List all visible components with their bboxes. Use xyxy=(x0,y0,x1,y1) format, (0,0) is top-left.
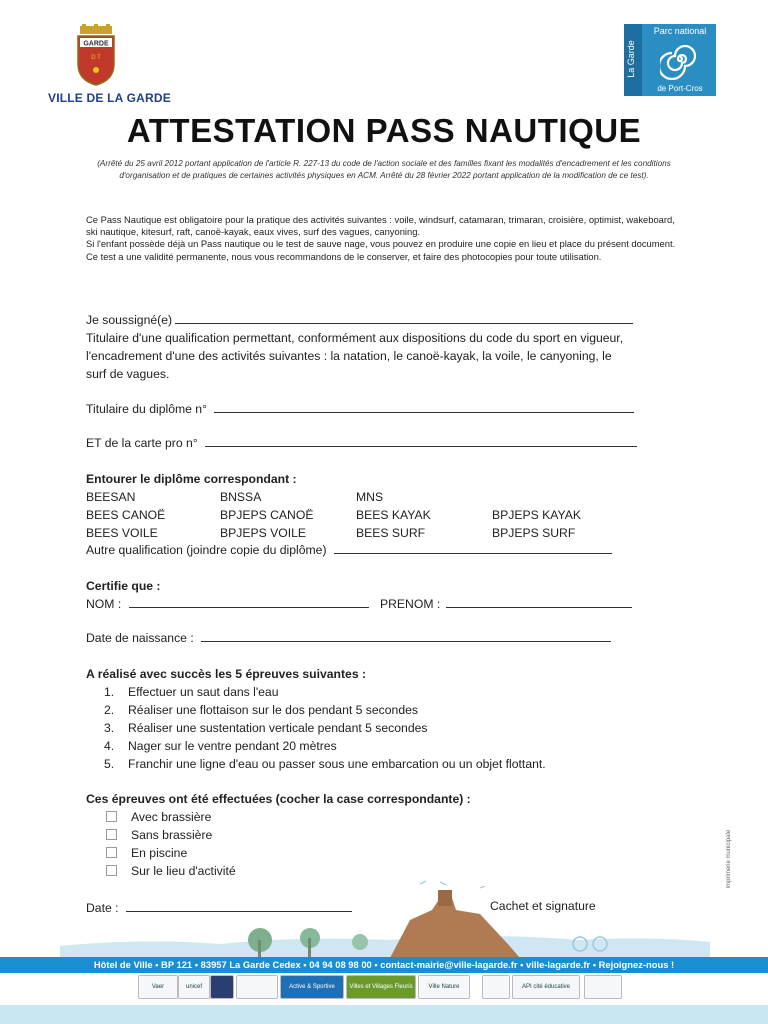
list-item: 1. Effectuer un saut dans l'eau xyxy=(104,685,279,699)
option-row[interactable]: Sans brassière xyxy=(106,826,406,844)
effectuees-heading: Ces épreuves ont été effectuées (cocher la case correspondante) : xyxy=(86,792,471,806)
town-name: VILLE DE LA GARDE xyxy=(48,91,171,105)
options-list xyxy=(106,808,406,880)
intro-paragraph: Si l'enfant possède déjà un Pass nautique ou le test de sauve nage, vous pouvez en produire une copie en lieu et place du présent document. xyxy=(86,238,676,250)
nom-field[interactable] xyxy=(129,596,369,608)
diplome-option[interactable]: BNSSA xyxy=(220,490,262,504)
bottom-strip xyxy=(0,1005,768,1024)
list-item: 5. Franchir une ligne d'eau ou passer sous une embarcation ou un objet flottant. xyxy=(104,757,546,771)
partner-logo: unicef xyxy=(178,975,210,999)
partner-logo: API cité éducative xyxy=(512,975,580,999)
diplome-row xyxy=(86,400,686,418)
partner-logo: Villes et Villages Fleuris xyxy=(346,975,416,999)
soussigne-row xyxy=(86,311,686,329)
diplome-option[interactable]: BEES SURF xyxy=(356,526,426,540)
checkbox[interactable] xyxy=(106,829,117,840)
epreuves-list xyxy=(104,683,624,773)
intro-text xyxy=(86,214,686,263)
soussigne-label: Je soussigné(e) xyxy=(86,313,173,327)
diplome-option[interactable]: BPJEPS CANOË xyxy=(220,508,314,522)
diplome-option[interactable]: MNS xyxy=(356,490,384,504)
list-item: 2. Réaliser une flottaison sur le dos pendant 5 secondes xyxy=(104,703,418,717)
diplome-option[interactable]: BEESAN xyxy=(86,490,136,504)
carte-row xyxy=(86,434,686,452)
partner-logo: Ville Nature xyxy=(418,975,470,999)
diplome-option[interactable]: BPJEPS KAYAK xyxy=(492,508,581,522)
diplome-option[interactable]: BEES KAYAK xyxy=(356,508,431,522)
svg-text:GARDE: GARDE xyxy=(83,40,109,48)
intro-paragraph: Ce Pass Nautique est obligatoire pour la pratique des activités suivantes : voile, windsurf, catamaran, trimaran, croisière, optimist, wakeboard, ski nautique, kitesurf, raft, canoë-kayak, eaux vives, surf des vagues, canyoning. xyxy=(86,214,675,238)
partner-logo: Vaer xyxy=(138,975,178,999)
prenom-label: PRENOM : xyxy=(380,597,441,611)
diplome-field[interactable] xyxy=(214,401,634,413)
partner-logo xyxy=(210,975,234,999)
autre-row xyxy=(86,541,686,559)
diplome-option[interactable]: BPJEPS SURF xyxy=(492,526,576,540)
certifie-heading: Certifie que : xyxy=(86,579,161,593)
checkbox[interactable] xyxy=(106,847,117,858)
partner-logo: Active & Sportive xyxy=(280,975,344,999)
nom-prenom-row xyxy=(86,595,686,613)
qualification-text: Titulaire d'une qualification permettant, conformément aux dispositions du code du sport en vigueur, l'encadrement d'une des activités suivantes : la natation, le canoë-kayak, la voile, le canyoning, le surf de vagues. xyxy=(86,331,624,381)
spiral-icon xyxy=(660,38,700,80)
diplome-option[interactable]: BPJEPS VOILE xyxy=(220,526,307,540)
footer-contact: Hôtel de Ville • BP 121 • 83957 La Garde Cedex • 04 94 08 98 00 • contact-mairie@ville-lagarde.fr • ville-lagarde.fr • Rejoignez-nous ! xyxy=(93,959,675,970)
nom-label: NOM : xyxy=(86,597,122,611)
cachet-label: Cachet et signature xyxy=(490,899,596,913)
checkbox[interactable] xyxy=(106,865,117,876)
town-crest-logo xyxy=(74,24,118,86)
carte-field[interactable] xyxy=(205,435,637,447)
option-row[interactable]: Sur le lieu d'activité xyxy=(106,862,406,880)
partner-logo xyxy=(236,975,278,999)
naissance-field[interactable] xyxy=(201,630,611,642)
parc-top-label: Parc national xyxy=(653,26,707,36)
parc-side-label: La Garde xyxy=(625,40,636,78)
intro-paragraph: Ce test a une validité permanente, nous vous recommandons de le conserver, et faire des photocopies pour toute utilisation. xyxy=(86,250,602,262)
list-item: 4. Nager sur le ventre pendant 20 mètres xyxy=(104,739,337,753)
option-row[interactable]: Avec brassière xyxy=(106,808,406,826)
svg-text:D T: D T xyxy=(91,55,101,61)
carte-label: ET de la carte pro n° xyxy=(86,436,198,450)
checkbox[interactable] xyxy=(106,811,117,822)
town-scenery-illustration xyxy=(60,880,710,960)
parc-bottom-label: de Port-Cros xyxy=(657,84,703,93)
page-title: ATTESTATION PASS NAUTIQUE xyxy=(126,112,642,149)
partner-logo xyxy=(482,975,510,999)
prenom-field[interactable] xyxy=(446,596,632,608)
legal-reference: (Arrêté du 25 avril 2012 portant application de l'article R. 227-13 du code de l'action sociale et des familles fixant les modalités d'encadrement et les conditions d'organisation et de pratiques de certaines activités physiques en ACM. Arrêté du 28 février 2022 portant application de la modification de ce test). xyxy=(97,159,671,180)
diplome-label: Titulaire du diplôme n° xyxy=(86,402,207,416)
diplome-option[interactable]: BEES VOILE xyxy=(86,526,158,540)
list-item: 3. Réaliser une sustentation verticale pendant 5 secondes xyxy=(104,721,428,735)
soussigne-field[interactable] xyxy=(175,312,633,324)
epreuves-heading: A réalisé avec succès les 5 épreuves suivantes : xyxy=(86,667,367,681)
partner-logo xyxy=(584,975,622,999)
option-row[interactable]: En piscine xyxy=(106,844,406,862)
entourer-heading: Entourer le diplôme correspondant : xyxy=(86,472,297,486)
naissance-row xyxy=(86,629,686,647)
imprimerie-label: imprimerie municipale xyxy=(726,829,733,889)
autre-field[interactable] xyxy=(334,542,612,554)
naissance-label: Date de naissance : xyxy=(86,631,194,645)
autre-label: Autre qualification (joindre copie du diplôme) xyxy=(86,543,327,557)
date-label: Date : xyxy=(86,901,119,915)
diplome-option[interactable]: BEES CANOË xyxy=(86,508,166,522)
